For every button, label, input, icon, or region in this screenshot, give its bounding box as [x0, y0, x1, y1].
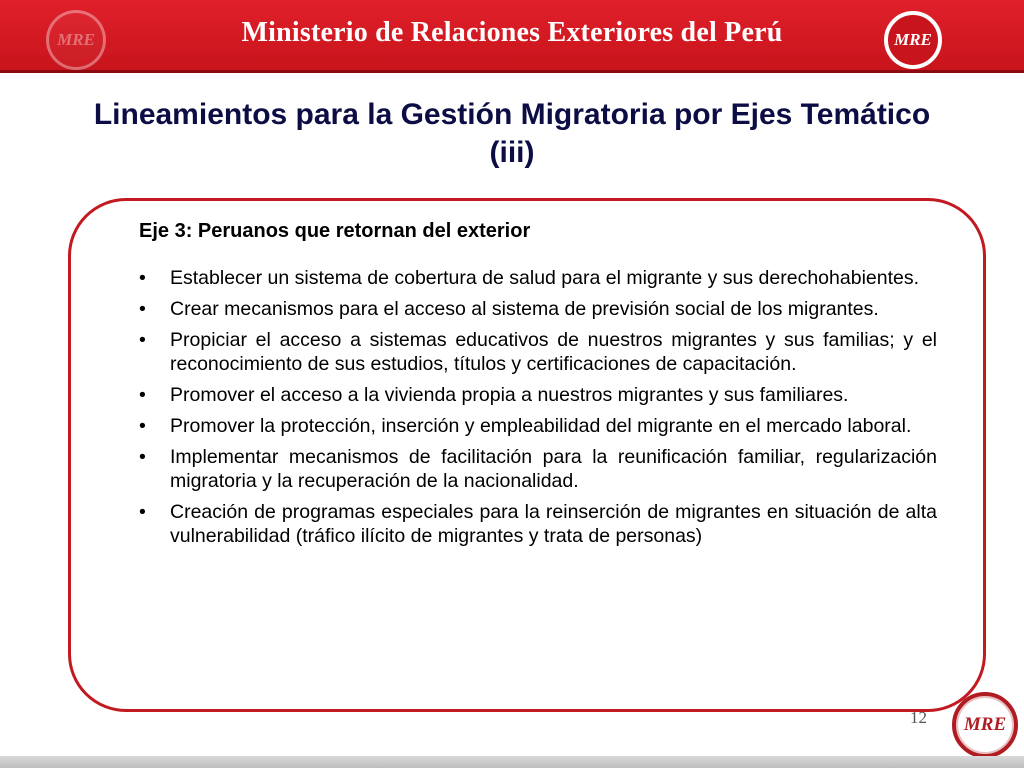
- ministry-name: Ministerio de Relaciones Exteriores del Perú: [241, 17, 783, 48]
- bullet-text: Promover la protección, inserción y empleabilidad del migrante en el mercado laboral.: [170, 415, 912, 437]
- bullet-icon: •: [139, 267, 146, 289]
- bullet-icon: •: [139, 501, 146, 523]
- footer-band: [0, 756, 1024, 768]
- bullet-icon: •: [139, 329, 146, 351]
- mre-seal-footer-icon: MRE: [952, 692, 1018, 758]
- bullet-text: Propiciar el acceso a sistemas educativos de nuestros migrantes y sus familias; y el reconocimiento de sus estudios, títulos y certificaciones de capacitación.: [170, 329, 937, 375]
- mre-seal-watermark-icon: MRE: [46, 10, 106, 70]
- bullet-item: [139, 266, 937, 290]
- section-heading: Eje 3: Peruanos que retornan del exterior: [139, 220, 531, 242]
- bullet-item: [139, 297, 937, 321]
- bullet-text: Promover el acceso a la vivienda propia a nuestros migrantes y sus familiares.: [170, 384, 849, 406]
- bullet-text: Establecer un sistema de cobertura de salud para el migrante y sus derechohabientes.: [170, 267, 920, 289]
- bullet-icon: •: [139, 415, 146, 437]
- bullet-text: Creación de programas especiales para la reinserción de migrantes en situación de alta vulnerabilidad (tráfico ilícito de migrantes y trata de personas): [170, 501, 937, 547]
- page-number: 12: [910, 708, 927, 727]
- page-title: Lineamientos para la Gestión Migratoria por Ejes Temático (iii): [93, 98, 931, 169]
- bullet-item: [139, 328, 937, 376]
- header-banner: [0, 0, 1024, 73]
- bullet-list: [139, 266, 937, 555]
- bullet-item: [139, 445, 937, 493]
- mre-seal-icon: MRE: [884, 11, 942, 69]
- bullet-text: Crear mecanismos para el acceso al sistema de previsión social de los migrantes.: [170, 298, 879, 320]
- bullet-icon: •: [139, 384, 146, 406]
- bullet-icon: •: [139, 298, 146, 320]
- bullet-item: [139, 500, 937, 548]
- bullet-item: [139, 383, 937, 407]
- bullet-icon: •: [139, 446, 146, 468]
- bullet-text: Implementar mecanismos de facilitación para la reunificación familiar, regularización migratoria y la recuperación de la nacionalidad.: [170, 446, 937, 492]
- bullet-item: [139, 414, 937, 438]
